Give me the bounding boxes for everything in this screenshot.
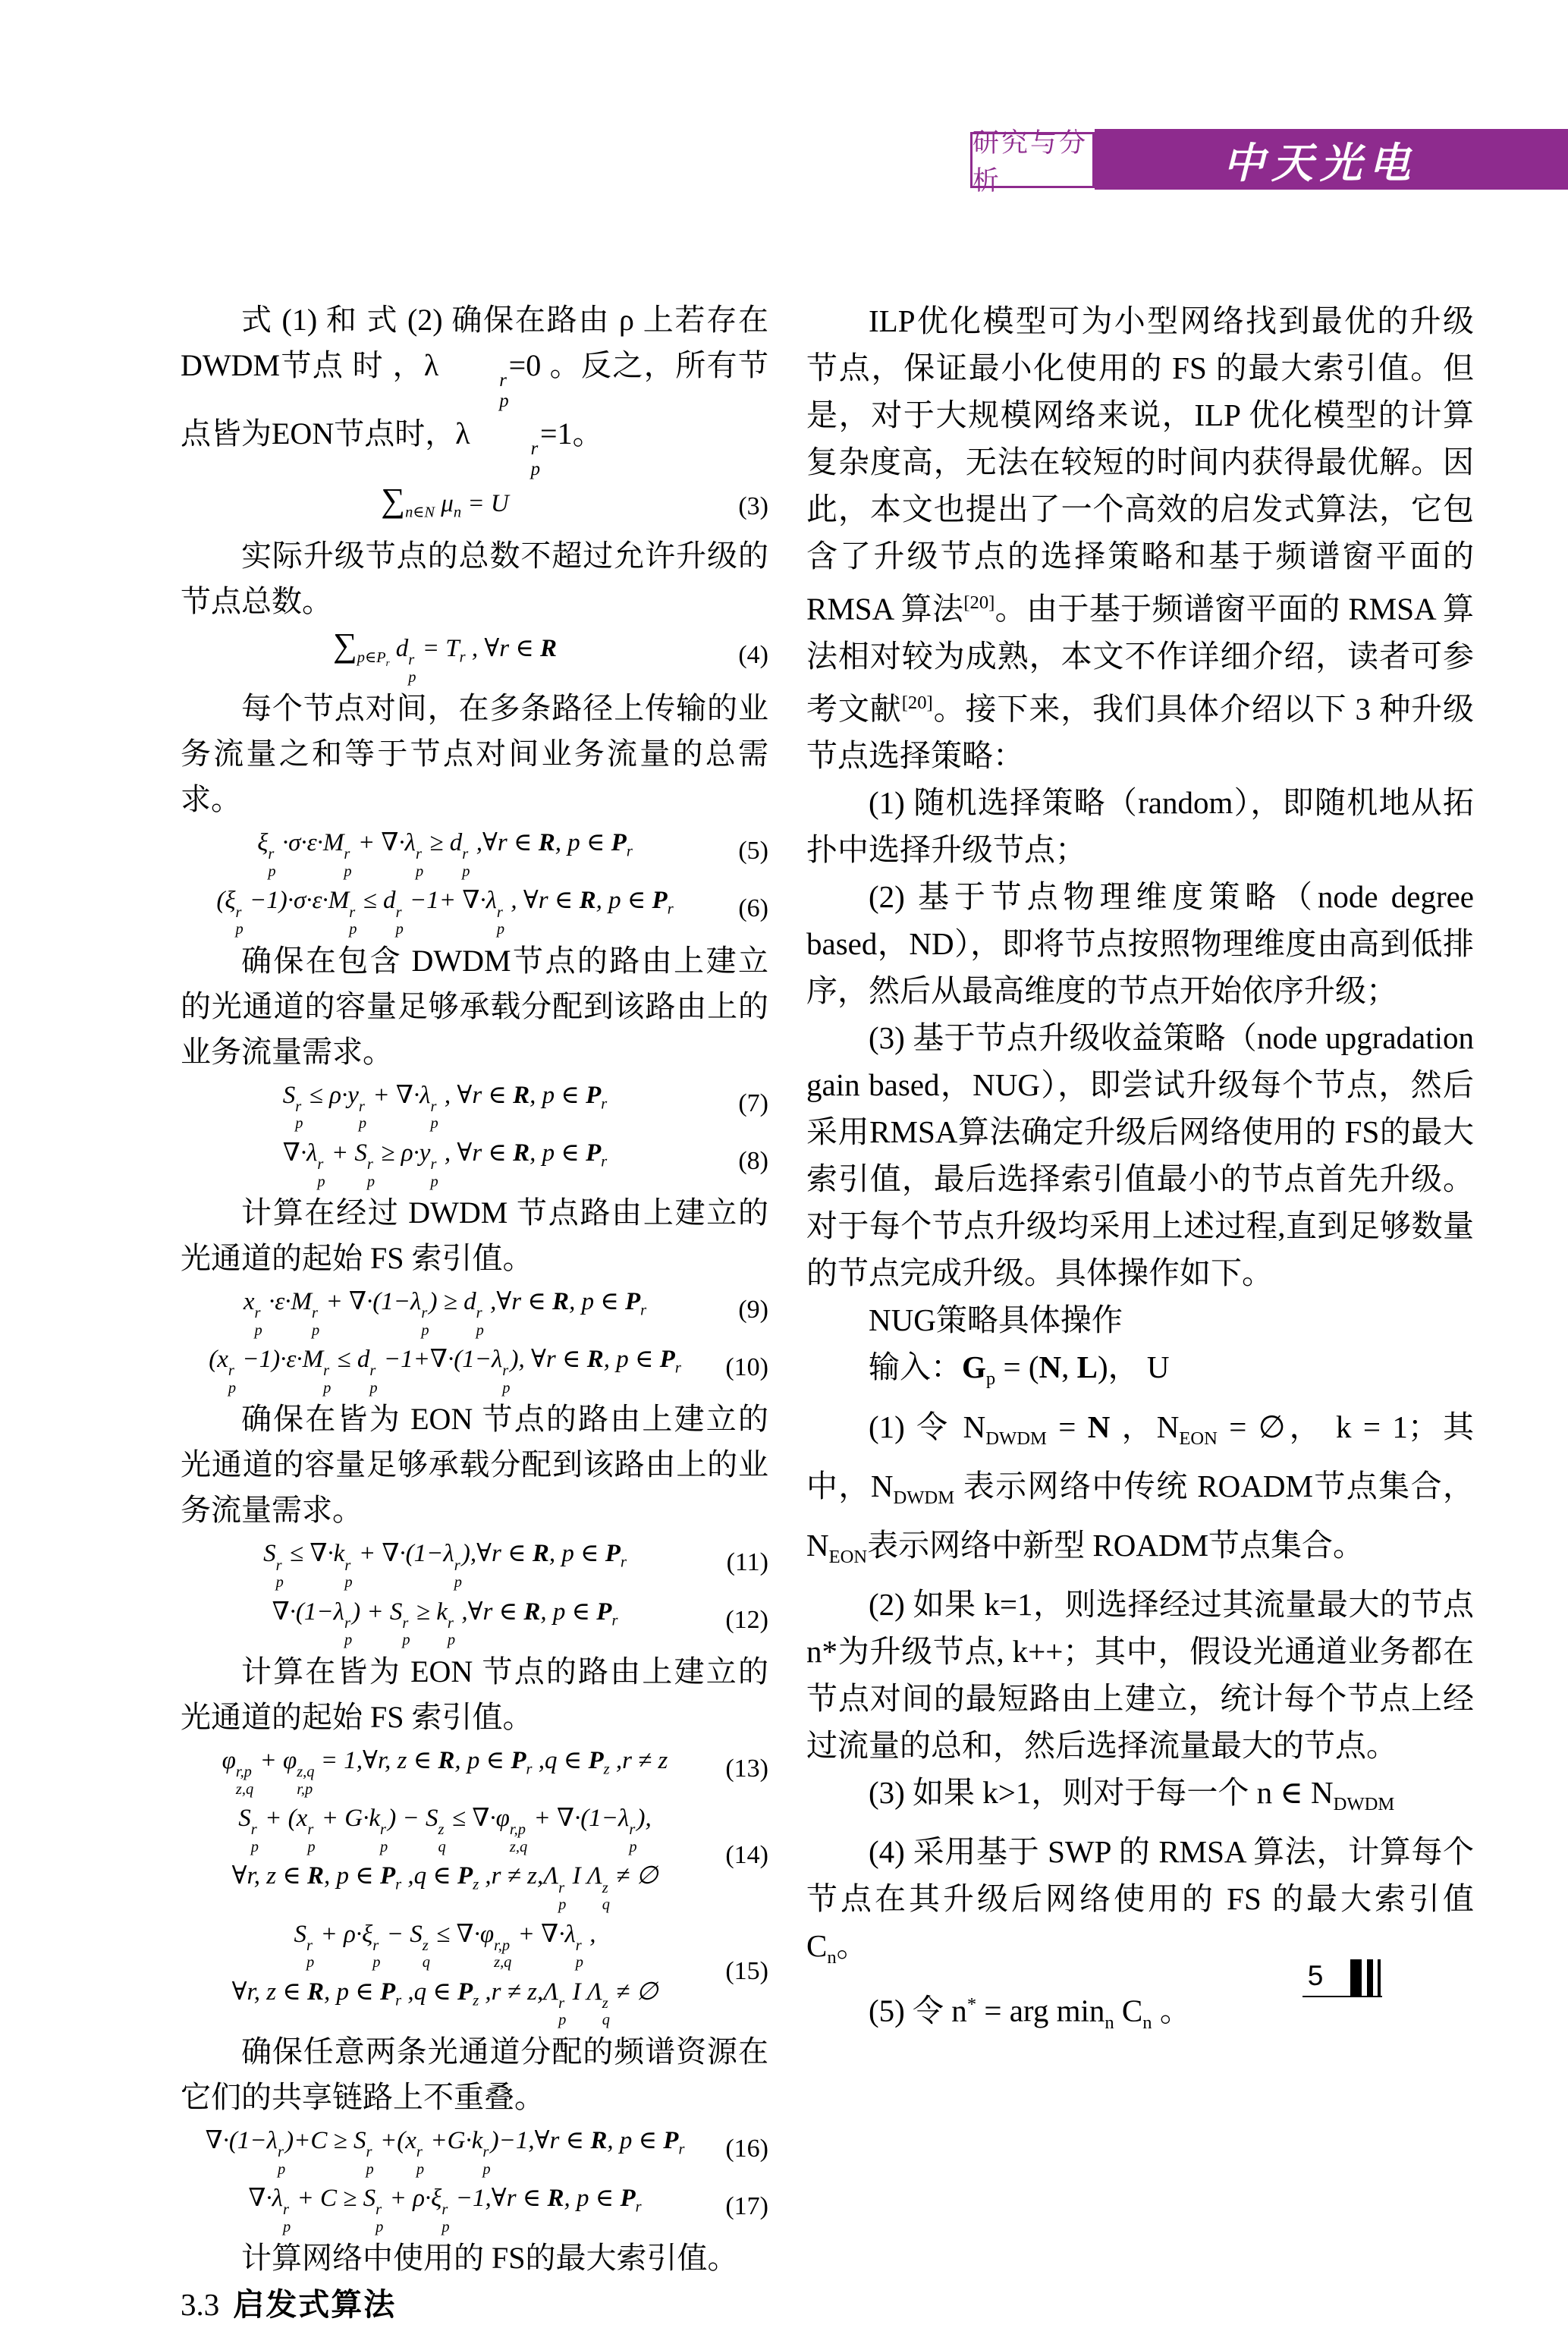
- equation: [181, 1533, 768, 1591]
- equation-body: x r p ·ε·M r p + ∇·(1−λ r p ) ≥ d r p ,∀r ∈ R, p ∈ $P_r$: [243, 1288, 647, 1339]
- paragraph: (2) 如果 k=1，则选择经过其流量最大的节点 n*为升级节点, k++；其中，假设光通道业务都在节点对间的最短路由上建立，统计每个节点上经过流量的总和，然后选择流量最大的节点。: [806, 1587, 1474, 1764]
- equation-number: (6): [738, 894, 768, 923]
- equation-body: ∇·(1−λ r p )+C ≥ S r p +(x r p +G·k r p )−1,∀r ∈ R, p ∈ $P_r$: [205, 2126, 685, 2178]
- equation-body: (x r p −1)·ε·M r p ≤ d r p −1+∇·(1−λ r p ), ∀r ∈ R, p ∈ $P_r$: [209, 1346, 681, 1396]
- section-number: 3.3: [181, 2287, 220, 2323]
- paragraph: 确保在包含 DWDM节点的路由上建立的光通道的容量足够承载分配到该路由上的业务流量需求。: [181, 943, 768, 1069]
- equation-number: (3): [738, 492, 768, 520]
- equation-number: (7): [738, 1089, 768, 1117]
- equation: [181, 1798, 768, 1913]
- paragraph: (2) 基于节点物理维度策略（node degree based，ND），即将节点按照物理维度由高到低排序，然后从最高维度的节点开始依序升级；: [806, 879, 1474, 1009]
- paragraph: 计算在皆为 EON 节点的路由上建立的光通道的起始 FS 索引值。: [181, 1654, 768, 1734]
- paragraph: 计算在经过 DWDM 节点路由上建立的光通道的起始 FS 索引值。: [181, 1195, 768, 1275]
- footer-bars-icon: [1350, 1959, 1382, 1997]
- paragraph: (1) 令 $N_{DWDM} = N$ ，$N_{EON}$ = ∅， k = 1；其中，$N_{DWDM}$ 表示网络中传统 ROADM节点集合，$N_{EON}$表示网络中新型 ROADM节点集合。: [806, 1409, 1475, 1568]
- paragraph: (1) 随机选择策略（random），即随机地从拓扑中选择升级节点；: [806, 785, 1474, 868]
- equation-number: (5): [738, 837, 768, 866]
- paragraph: 计算网络中使用的 FS的最大索引值。: [241, 2241, 738, 2276]
- equation: [181, 1075, 768, 1133]
- paragraph: (5) 令 n* = arg $\min_n C_n$ 。: [869, 1993, 1191, 2034]
- equation: [181, 880, 768, 938]
- paragraph: NUG策略具体操作: [869, 1302, 1123, 1338]
- paragraph: 式 (1) 和 式 (2) 确保在路由 ρ 上若存在 DWDM节点 时 ，λ r p =0 。反之，所有节点皆为EON节点时，λ r p =1。: [181, 303, 768, 480]
- equation: [181, 1281, 768, 1339]
- paragraph: 输入：$G_p = (N$, L)， U: [869, 1349, 1170, 1390]
- equation-number: (15): [725, 1956, 768, 1985]
- equation: [181, 2120, 768, 2178]
- equation-body: S r p ≤ ρ·y r p + ∇·λ r p , ∀r ∈ R, p ∈ $P_r$: [282, 1081, 608, 1133]
- equation: [181, 1339, 768, 1396]
- equation-number: (9): [738, 1296, 768, 1324]
- section-heading: [181, 2281, 768, 2328]
- equation-body: φ r,p z,q + φ z,q r,p = 1,∀r, z ∈ R, p ∈ $P_r$ ,q ∈ $P_z$ ,r ≠ z: [222, 1746, 668, 1798]
- paragraph: (4) 采用基于 SWP 的 RMSA 算法，计算每个节点在其升级后网络使用的 FS 的最大索引值 $C_n$。: [806, 1834, 1474, 1968]
- equation-body: S r p + (x r p + G·k r p ) − S z q ≤ ∇·φ r,p z,q + ∇·(1−λ r p ), ∀r, z ∈ R, p ∈ $P_r$ ,q ∈ $P_z$ ,r ≠ z,Λ r p I Λ z q ≠ ∅: [231, 1805, 658, 1914]
- left-column: [181, 297, 768, 2328]
- right-column: [806, 297, 1474, 2047]
- paragraph: (3) 如果 k>1，则对于每一个 n ∈ $N_{DWDM}$: [869, 1775, 1395, 1815]
- equation: [181, 1133, 768, 1190]
- equation-body: ∇·λ r p + S r p ≥ ρ·y r p , ∀r ∈ R, p ∈ $P_r$: [282, 1139, 608, 1190]
- equation-number: (8): [738, 1146, 768, 1175]
- equation-number: (12): [725, 1605, 768, 1634]
- equation-body: ∇·λ r p + C ≥ S r p + ρ·ξ r p −1,∀r ∈ R, p ∈ $P_r$: [248, 2185, 642, 2235]
- equation-number: (17): [725, 2192, 768, 2221]
- equation-body: S r p ≤ ∇·k r p + ∇·(1−λ r p ),∀r ∈ R, p ∈ $P_r$: [263, 1540, 627, 1591]
- page-number: 5: [1307, 1960, 1324, 1991]
- paragraph: 实际升级节点的总数不超过允许升级的节点总数。: [181, 538, 768, 618]
- equation-body: ∇·(1−λ r p ) + S r p ≥ k r p ,∀r ∈ R, p ∈ $P_r$: [272, 1598, 618, 1649]
- equation-number: (11): [726, 1547, 768, 1576]
- equation: [181, 479, 768, 533]
- equation-body: $\sum_{p\in P_r}$ d r p = $T_r$ , ∀r ∈ R: [332, 625, 558, 686]
- equation-body: S r p + ρ·ξ r p − S z q ≤ ∇·φ r,p z,q + ∇·λ r p , ∀r, z ∈ R, p ∈ $P_r$ ,q ∈ $P_z$ ,r ≠ z,Λ r p I Λ z q ≠ ∅: [231, 1920, 658, 2029]
- journal-logo: 中天光电: [1223, 137, 1418, 187]
- equation-number: (16): [725, 2135, 768, 2163]
- section-title: 启发式算法: [233, 2287, 397, 2323]
- equation-number: (4): [738, 640, 768, 669]
- equation: [181, 624, 768, 686]
- equation-number: (14): [725, 1841, 768, 1870]
- equation-number: (13): [725, 1754, 768, 1783]
- paragraph: ILP优化模型可为小型网络找到最优的升级节点，保证最小化使用的 FS 的最大索引值。但是，对于大规模网络来说，ILP 优化模型的计算复杂度高，无法在较短的时间内获得最优解。因此，本文也提出了一个高效的启发式算法，它包含了升级节点的选择策略和基于频谱窗平面的 RMSA 算法[20]。由于基于频谱窗平面的 RMSA 算法相对较为成熟，本文不作详细介绍，读者可参考文献[20]。接下来，我们具体介绍以下 3 种升级节点选择策略：: [806, 303, 1475, 774]
- paragraph: 确保在皆为 EON 节点的路由上建立的光通道的容量足够承载分配到该路由上的业务流量需求。: [181, 1402, 768, 1528]
- equation: [181, 2178, 768, 2235]
- equation: [181, 1914, 768, 2029]
- paragraph: 每个节点对间，在多条路径上传输的业务流量之和等于节点对间业务流量的总需求。: [181, 691, 768, 817]
- column-badge: 研究与分析: [970, 132, 1095, 188]
- equation: [181, 1591, 768, 1649]
- equation-body: ξ r p ·σ·ε·M r p + ∇·λ r p ≥ d r p ,∀r ∈ R, p ∈ $P_r$: [257, 829, 633, 880]
- equation: [181, 822, 768, 880]
- paragraph: 确保任意两条光通道分配的频谱资源在它们的共享链路上不重叠。: [181, 2034, 768, 2114]
- equation-number: (10): [725, 1353, 768, 1382]
- equation-body: (ξ r p −1)·σ·ε·M r p ≤ d r p −1+ ∇·λ r p , ∀r ∈ R, p ∈ $P_r$: [216, 887, 674, 938]
- paragraph: (3) 基于节点升级收益策略（node upgradation gain based，NUG），即尝试升级每个节点，然后采用RMSA算法确定升级后网络使用的 FS的最大索引值，最后选择索引值最小的节点首先升级。对于每个节点升级均采用上述过程,直到足够数量的节点完成升级。具体操作如下。: [806, 1020, 1474, 1291]
- equation-body: $\sum_{n\in N}$ $\mu_n = U$: [381, 481, 509, 521]
- equation: [181, 1740, 768, 1798]
